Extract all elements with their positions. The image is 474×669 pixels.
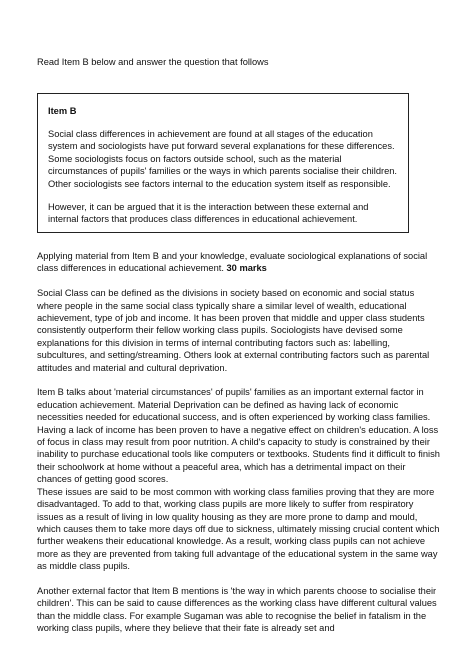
answer-body [37, 250, 441, 647]
item-b-paragraph-2: However, it can be argued that it is the interaction between these external and internal factors that produces class differences in educational achievement. [48, 202, 369, 225]
answer-paragraph-2: Item B talks about 'material circumstances' of pupils' families as an important external factor in education achievement. Material Deprivation can be defined as having lack of economic necessities needed for educational success, and is often experienced by working class families. Having a lack of income has been proven to have a negative effect on children's education. A loss of focus in class may result from poor nutrition. A child's capacity to study is constrained by their inability to purchase educational tools like computers or textbooks. Students find it difficult to finish their schoolwork at home without a peaceful area, which has a detrimental impact on their chances of getting good scores. [37, 387, 440, 485]
item-b-title: Item B [48, 106, 77, 116]
answer-paragraph-3: These issues are said to be most common with working class families proving that they are more disadvantaged. To add to that, working class pupils are more likely to suffer from respiratory issues as a result of living in low quality housing as they are more prone to damp and mould, which causes them to take more days off due to sickness, ultimately missing crucial content which further weakens their educational knowledge. As a result, working class pupils can not achieve more as they are prevented from taking full advantage of the educational system in the same way as middle class pupils. [37, 486, 440, 572]
question-marks: 30 marks [226, 263, 267, 274]
answer-paragraph-4: Another external factor that Item B mentions is 'the way in which parents choose to socialise their children'. This can be said to cause differences as the working class have different cultural values than the middle class. For example Sugaman was able to recognise the belief in fatalism in the working class pupils, where they believe that their fate is already set and [37, 585, 437, 634]
question-text: Applying material from Item B and your knowledge, evaluate sociological explanations of social class differences in educational achievement. [37, 251, 428, 274]
answer-paragraph-1: Social Class can be defined as the divisions in society based on economic and social status where people in the same social class typically share a similar level of wealth, educational achievement, type of job and income. It has been proven that middle and upper class students consistently outperform their fellow working class pupils. Sociologists have devised some explanations for this division in terms of internal contributing factors such as: labelling, subcultures, and setting/streaming. Others look at external contributing factors such as parental attitudes and material and cultural deprivation. [37, 288, 430, 373]
intro-instruction: Read Item B below and answer the question that follows [37, 57, 269, 67]
item-b-paragraph-1: Social class differences in achievement are found at all stages of the education system and sociologists have put forward several explanations for these differences. Some sociologists focus on factors outside school, such as the material circumstances of pupils' families or the ways in which parents socialise their children. Other sociologists see factors internal to the education system itself as responsible. [48, 129, 398, 189]
item-b-box [37, 93, 409, 233]
question-paragraph [37, 250, 441, 275]
